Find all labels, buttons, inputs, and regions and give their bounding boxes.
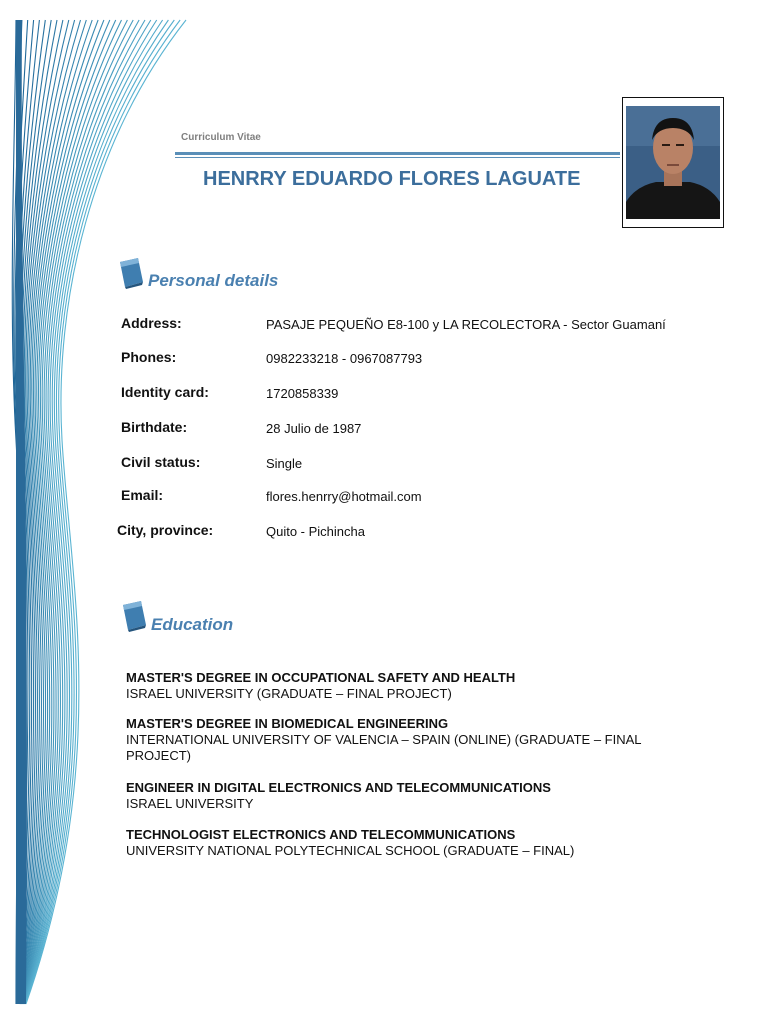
notepad-icon — [119, 599, 149, 633]
phones-value: 0982233218 - 0967087793 — [266, 351, 423, 366]
address-value: PASAJE PEQUEÑO E8-100 y LA RECOLECTORA - Sector Guamaní — [266, 317, 666, 332]
education-item — [126, 780, 686, 812]
institution: INTERNATIONAL UNIVERSITY OF VALENCIA – SPAIN (ONLINE) (GRADUATE – FINAL PROJECT) — [126, 732, 642, 763]
profile-photo-frame — [622, 97, 724, 228]
education-item — [126, 670, 686, 702]
birthdate-label: Birthdate: — [121, 419, 188, 435]
city-label: City, province: — [117, 522, 214, 538]
birthdate-value: 28 Julio de 1987 — [266, 421, 362, 436]
email-label: Email: — [121, 487, 164, 503]
degree-title: TECHNOLOGIST ELECTRONICS AND TELECOMMUNICATIONS — [126, 827, 516, 842]
document-label: Curriculum Vitae — [181, 132, 261, 143]
header-rule — [175, 152, 620, 155]
phones-label: Phones: — [121, 349, 177, 365]
city-value: Quito - Pichincha — [266, 524, 365, 539]
degree-title: MASTER'S DEGREE IN BIOMEDICAL ENGINEERING — [126, 716, 449, 731]
civil-status-label: Civil status: — [121, 454, 201, 470]
header-rule-thin — [175, 157, 620, 158]
identity-value: 1720858339 — [266, 386, 339, 401]
email-value: flores.henrry@hotmail.com — [266, 489, 422, 504]
identity-label: Identity card: — [121, 384, 209, 400]
institution: UNIVERSITY NATIONAL POLYTECHNICAL SCHOOL (GRADUATE – FINAL) — [126, 843, 575, 858]
address-label: Address: — [121, 315, 182, 331]
profile-photo — [626, 106, 720, 219]
institution: ISRAEL UNIVERSITY (GRADUATE – FINAL PROJECT) — [126, 686, 452, 701]
candidate-name: HENRRY EDUARDO FLORES LAGUATE — [203, 168, 581, 190]
degree-title: MASTER'S DEGREE IN OCCUPATIONAL SAFETY AND HEALTH — [126, 670, 516, 685]
notepad-icon — [116, 256, 146, 290]
education-item — [126, 827, 686, 859]
section-title-personal: Personal details — [148, 271, 279, 290]
degree-title: ENGINEER IN DIGITAL ELECTRONICS AND TELECOMMUNICATIONS — [126, 780, 551, 795]
institution: ISRAEL UNIVERSITY — [126, 796, 254, 811]
civil-status-value: Single — [266, 456, 303, 471]
education-item — [126, 716, 686, 764]
section-title-education: Education — [151, 615, 234, 634]
